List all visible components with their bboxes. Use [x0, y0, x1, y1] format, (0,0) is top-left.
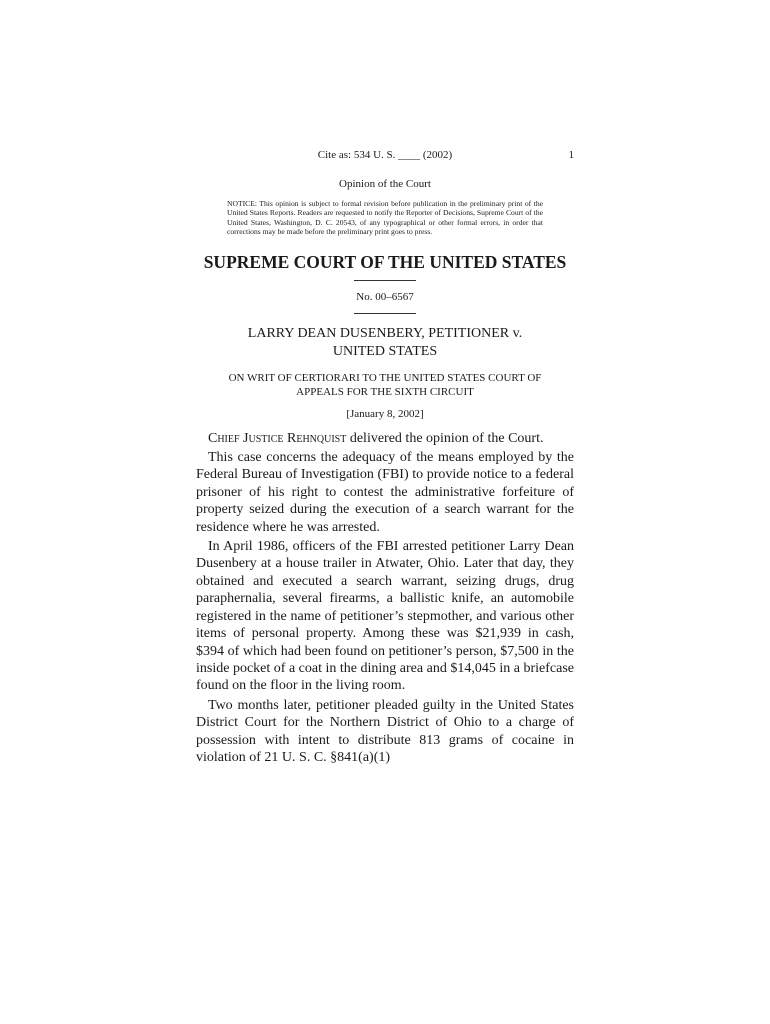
divider-rule [354, 313, 416, 314]
author-name: Chief Justice Rehnquist [208, 430, 347, 446]
opinion-page [196, 140, 574, 768]
opinion-label: Opinion of the Court [339, 178, 431, 190]
body-paragraph: This case concerns the adequacy of the means employed by the Federal Bureau of Investigation (FBI) to provide notice to a federal prisoner of his right to contest the administrative forfeiture of property seized during the execution of a search warrant for the residence where he was arrested. [196, 450, 574, 535]
case-caption [196, 325, 574, 361]
caption-line-2: UNITED STATES [332, 343, 438, 359]
docket-number: No. 00–6567 [356, 290, 414, 303]
citation: Cite as: 534 U. S. ____ (2002) [317, 149, 453, 161]
author-rest: delivered the opinion of the Court. [346, 430, 544, 446]
running-head [196, 149, 574, 167]
opinion-body [196, 430, 574, 767]
body-paragraph: Two months later, petitioner pleaded guilty in the United States District Court for the Northern District of Ohio to a charge of possession with intent to distribute 813 grams of cocaine in violation of 21 U. S. C. §841(a)(1) [196, 697, 574, 765]
caption-line-1: LARRY DEAN DUSENBERY, PETITIONER v. [247, 325, 523, 341]
page-number: 1 [568, 149, 574, 161]
publication-notice: NOTICE: This opinion is subject to formal revision before publication in the preliminary print of the United States Reports. Readers are requested to notify the Reporter of Decisions, Supreme Court of the United States, Washington, D. C. 20543, of any typographical or other formal errors, in order that corrections may be made before the preliminary print goes to press. [227, 199, 543, 237]
divider-rule [354, 280, 416, 281]
writ-statement [196, 371, 574, 399]
body-paragraph: In April 1986, officers of the FBI arrested petitioner Larry Dean Dusenbery at a house trailer in Atwater, Ohio. Later that day, they obtained and executed a search warrant, seizing drugs, drug paraphernalia, several firearms, a ballistic knife, an automobile registered in the name of petitioner’s stepmother, and various other items of personal property. Among these was $21,939 in cash, $394 of which had been found on petitioner’s person, $7,500 in the inside pocket of a coat in the dining area and $14,045 in a briefcase found on the floor in the living room. [196, 539, 574, 694]
decision-date: [January 8, 2002] [346, 407, 424, 420]
opening-paragraph [196, 430, 574, 447]
writ-line-2: APPEALS FOR THE SIXTH CIRCUIT [296, 385, 474, 398]
court-title: SUPREME COURT OF THE UNITED STATES [203, 251, 567, 272]
writ-line-1: ON WRIT OF CERTIORARI TO THE UNITED STATES COURT OF [228, 371, 542, 384]
